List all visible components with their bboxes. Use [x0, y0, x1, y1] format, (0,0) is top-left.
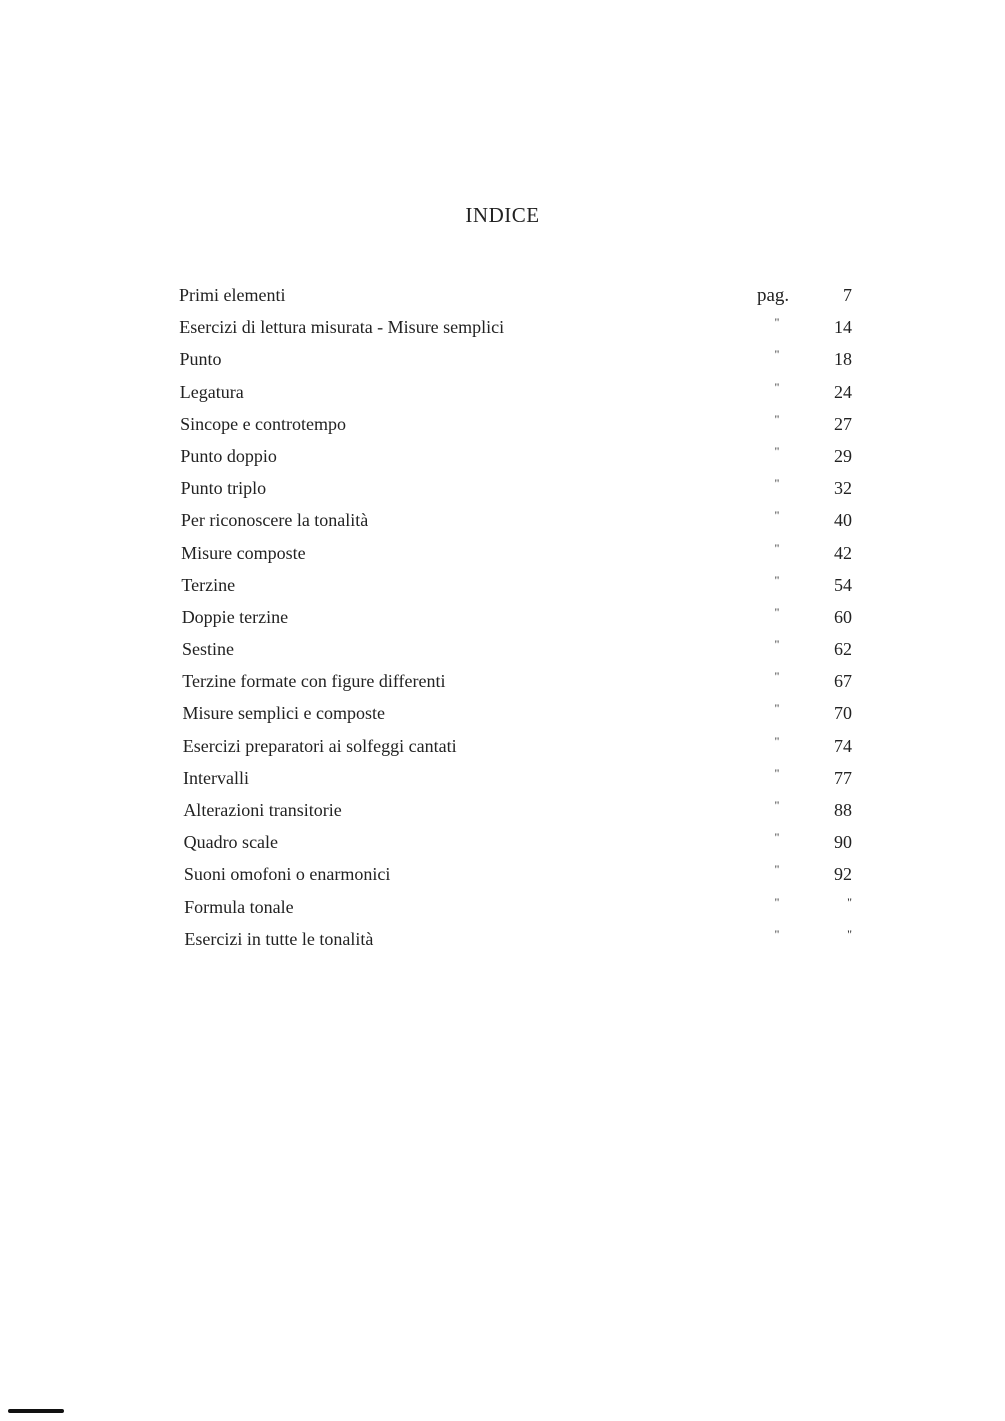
- page-number: 7: [843, 285, 852, 305]
- ditto-mark: ": [774, 830, 780, 845]
- toc-row: [0, 379, 1005, 414]
- page-number: 54: [834, 574, 852, 595]
- toc-entry-title: Legatura: [179, 381, 244, 402]
- toc-entry-title: Doppie terzine: [181, 606, 289, 627]
- ditto-mark: ": [774, 315, 780, 330]
- toc-entry-title: Terzine formate con figure differenti: [182, 671, 446, 692]
- toc-row: [0, 572, 1005, 607]
- toc-row: [0, 733, 1005, 768]
- scan-artifact-mark: [8, 1409, 64, 1413]
- ditto-mark: ": [774, 572, 780, 587]
- ditto-mark: ": [774, 443, 780, 458]
- toc-row: [0, 285, 1005, 317]
- toc-entry-title: Suoni omofoni o enarmonici: [183, 864, 391, 885]
- page-number: 14: [834, 317, 852, 338]
- ditto-mark: ": [774, 637, 780, 652]
- toc-entry-title: Punto: [179, 349, 222, 370]
- ditto-mark: ": [774, 540, 780, 555]
- ditto-mark: ": [774, 862, 780, 877]
- ditto-mark: ": [774, 379, 780, 394]
- toc-entry-title: Misure composte: [181, 542, 306, 563]
- page-number: 67: [834, 671, 852, 692]
- toc-row: [0, 639, 1005, 671]
- toc-entry-title: Esercizi in tutte le tonalità: [184, 928, 374, 949]
- page-number: 77: [834, 767, 852, 788]
- toc-entry-title: Punto triplo: [180, 478, 267, 499]
- ditto-mark: ": [774, 347, 780, 362]
- toc-entry-title: Primi elementi: [179, 285, 286, 305]
- toc-entry-title: Esercizi preparatori ai solfeggi cantati: [182, 735, 457, 756]
- ditto-mark: ": [774, 798, 780, 812]
- toc-entry-title: Misure semplici e composte: [182, 703, 385, 724]
- toc-entry-title: Terzine: [181, 574, 236, 595]
- toc-row: [0, 864, 1005, 896]
- ditto-mark: ": [847, 894, 852, 909]
- page-number: 42: [834, 542, 852, 563]
- toc-row: [0, 540, 1005, 575]
- page-number: 32: [834, 478, 852, 499]
- toc-entry-title: Quadro scale: [183, 832, 279, 853]
- toc-row: [0, 832, 1005, 864]
- page-number: 18: [834, 349, 852, 370]
- toc-row: [0, 443, 1005, 478]
- page-number: 74: [834, 735, 852, 756]
- ditto-mark: ": [774, 765, 780, 780]
- toc-entry-title: Punto doppio: [180, 445, 277, 466]
- page-number: 90: [834, 832, 852, 853]
- page-number: 60: [834, 606, 852, 627]
- toc-entry-title: Alterazioni transitorie: [183, 800, 342, 820]
- toc-row: [0, 926, 1005, 961]
- toc-row: [0, 349, 1005, 381]
- page-title: INDICE: [465, 203, 540, 227]
- ditto-mark: ": [774, 508, 780, 523]
- page-number: 24: [834, 381, 852, 402]
- ditto-mark: ": [774, 926, 780, 941]
- table-of-contents: [0, 285, 1005, 961]
- ditto-mark: ": [847, 926, 852, 941]
- toc-row: [0, 317, 1005, 349]
- toc-row: [0, 510, 1005, 542]
- ditto-mark: ": [774, 604, 780, 619]
- toc-row: [0, 411, 1005, 446]
- page-number: 29: [834, 445, 852, 466]
- toc-entry-title: Sestine: [181, 639, 234, 660]
- toc-entry-title: Formula tonale: [184, 896, 294, 917]
- ditto-mark: ": [774, 733, 780, 748]
- page-number: 62: [834, 639, 852, 660]
- ditto-mark: ": [774, 476, 780, 491]
- ditto-mark: ": [774, 894, 780, 909]
- toc-row: [0, 765, 1005, 800]
- page-number: 40: [834, 510, 852, 531]
- page-number: 92: [834, 864, 852, 885]
- ditto-mark: ": [774, 411, 780, 426]
- toc-entry-title: Esercizi di lettura misurata - Misure semplici: [179, 317, 505, 338]
- toc-entry-title: Sincope e controtempo: [180, 413, 347, 434]
- toc-entry-title: Intervalli: [183, 767, 250, 788]
- toc-row: [0, 703, 1005, 735]
- toc-row: [0, 478, 1005, 510]
- ditto-mark: ": [774, 669, 780, 684]
- toc-row: [0, 604, 1005, 639]
- page-abbreviation: pag.: [757, 285, 790, 306]
- toc-row: [0, 671, 1005, 703]
- toc-row: [0, 800, 1005, 832]
- ditto-mark: ": [774, 701, 780, 716]
- page-number: 70: [834, 703, 852, 724]
- page-number: 88: [834, 800, 852, 820]
- toc-entry-title: Per riconoscere la tonalità: [180, 510, 369, 531]
- page-number: 27: [834, 413, 852, 434]
- toc-row: [0, 894, 1005, 929]
